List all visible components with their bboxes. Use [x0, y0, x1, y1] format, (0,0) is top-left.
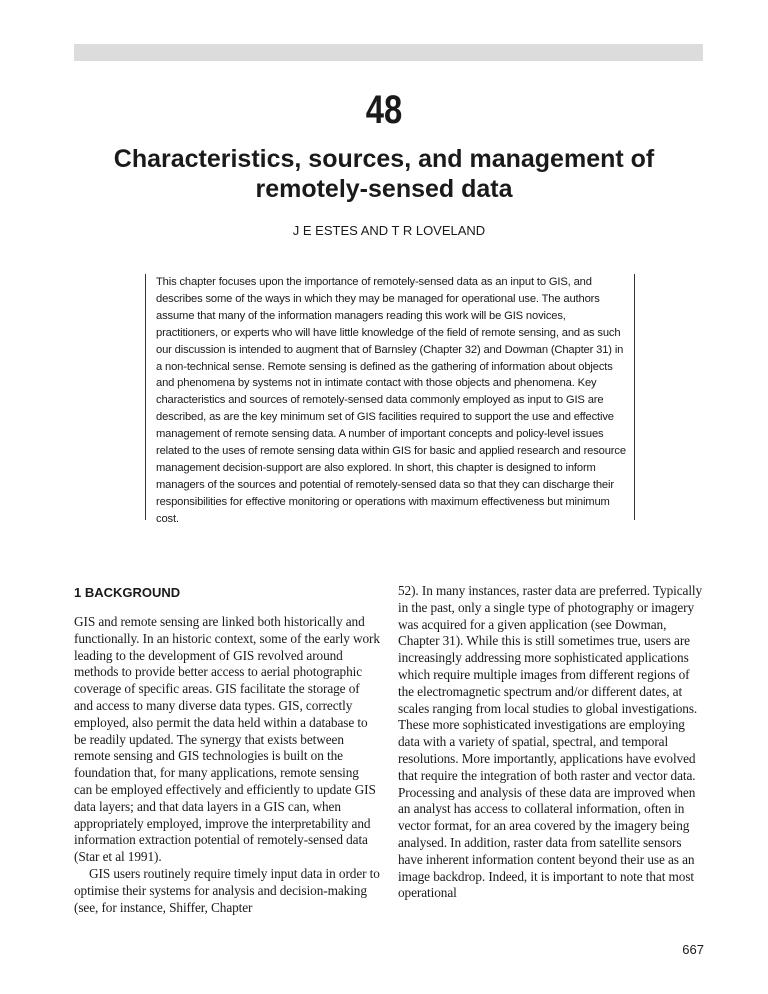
chapter-title	[84, 144, 684, 204]
chapter-number: 48	[365, 88, 403, 132]
abstract-text: This chapter focuses upon the importance of remotely-sensed data as an input to GIS, and describes some of the ways in which they may be managed for operational use. The authors assume that many of the information managers reading this work will be GIS novices, practitioners, or experts who will have little knowledge of the field of remote sensing, and as such our discussion is intended to augment that of Barnsley (Chapter 32) and Dowman (Chapter 31) in a non-technical sense. Remote sensing is defined as the gathering of information about objects and phenomena by systems not in intimate contact with those objects and phenomena. Key characteristics and sources of remotely-sensed data commonly employed as input to GIS are described, as are the key minimum set of GIS facilities required to support the use and effective management of remote sensing data. A number of important concepts and policy-level issues related to the uses of remote sensing data within GIS for basic and applied research and resource management decision-support are also explored. In short, this chapter is designed to inform managers of the sources and potential of remotely-sensed data so that they can discharge their responsibilities for effective monitoring or operations with maximum effectiveness but minimum cost.	[156, 276, 626, 525]
section-heading: 1 BACKGROUND	[74, 585, 181, 600]
paragraph: GIS users routinely require timely input data in order to optimise their systems for analysis and decision-making (see, for instance, Shiffer, Chapter	[74, 865, 380, 915]
left-column	[74, 614, 380, 916]
abstract-box	[145, 274, 635, 525]
header-bar	[74, 44, 703, 61]
page-number: 667	[682, 942, 704, 957]
chapter-title-line-2: remotely-sensed data	[255, 175, 513, 203]
chapter-title-line-1: Characteristics, sources, and management of	[113, 145, 655, 173]
paragraph: 52). In many instances, raster data are preferred. Typically in the past, only a single type of photography or imagery was acquired for a given application (see Dowman, Chapter 31). While this is still sometimes true, users are increasingly addressing more sophisticated applications which require multiple images from different regions of the electromagnetic spectrum and/or different dates, at scales ranging from local studies to global investigations. These more sophisticated investigations are employing data with a variety of spatial, spectral, and temporal resolutions. More importantly, applications have evolved that require the integration of both raster and vector data. Processing and analysis of these data are improved when an analyst has access to collateral information, often in vector format, for an area covered by the imagery being analysed. In addition, raster data from satellite sensors have inherent information content beyond their use as an image backdrop. Indeed, it is important to note that most operational	[398, 583, 703, 901]
paragraph: GIS and remote sensing are linked both historically and functionally. In an historic context, some of the early work leading to the development of GIS revolved around methods to provide better access to aerial photographic coverage of specific areas. GIS facilitate the storage of and access to many diverse data types. GIS, correctly employed, also permit the data held within a database to be readily updated. The synergy that exists between remote sensing and GIS technologies is built on the foundation that, for many applications, remote sensing can be employed effectively and efficiently to update GIS data layers; and that data layers in a GIS can, when appropriately employed, improve the interpretability and information extraction potential of remotely-sensed data (Star et al 1991).	[74, 614, 380, 865]
right-column	[398, 583, 704, 902]
authors: J E ESTES AND T R LOVELAND	[292, 223, 486, 238]
